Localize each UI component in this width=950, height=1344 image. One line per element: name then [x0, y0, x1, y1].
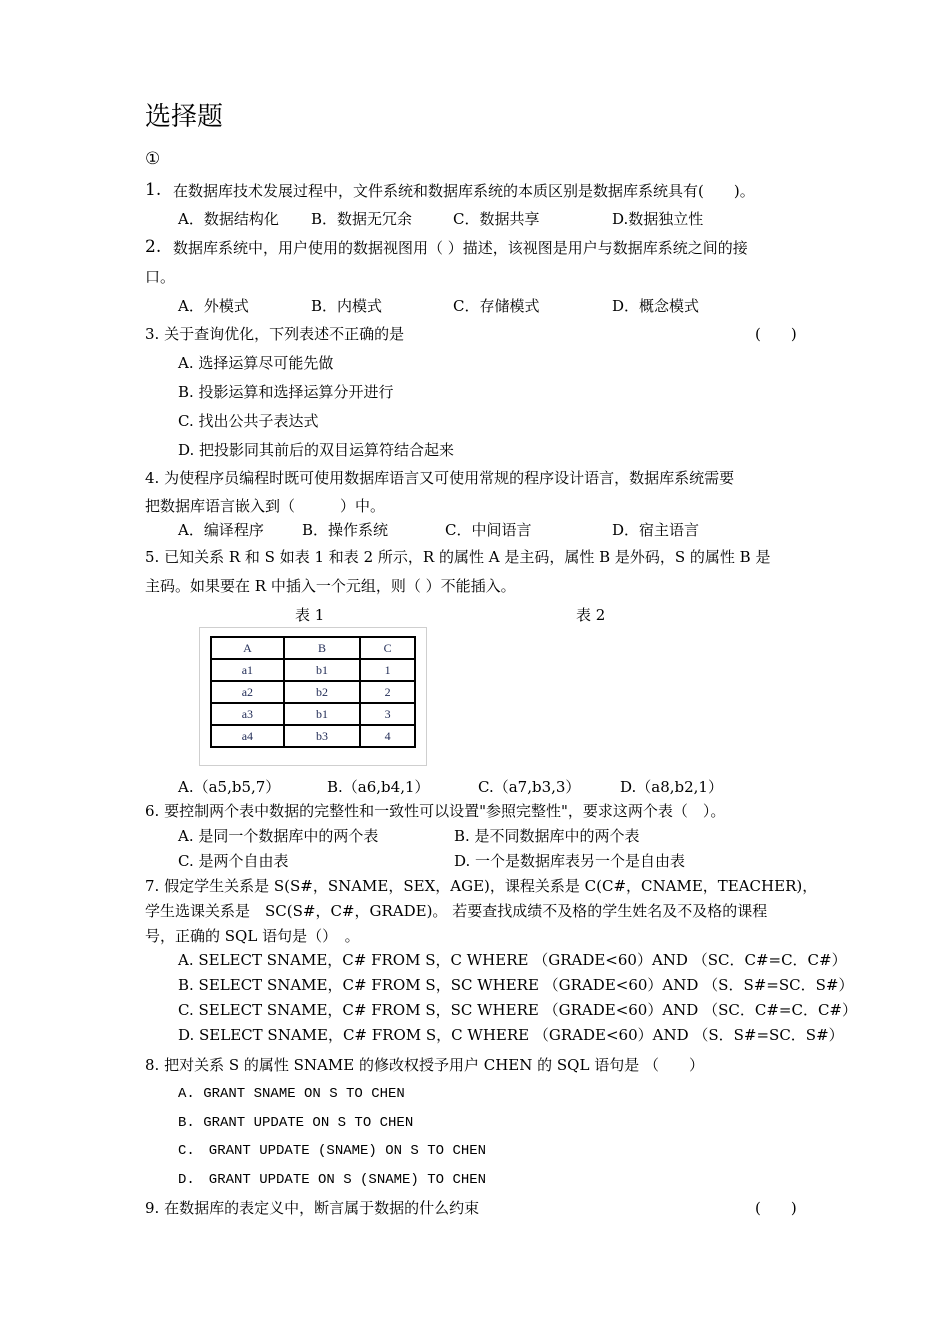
q6-text: 6. 要控制两个表中数据的完整性和一致性可以设置"参照完整性"，要求这两个表（ ）。: [145, 802, 726, 820]
relation-table: [210, 636, 416, 748]
table-cell: b1: [284, 659, 360, 681]
table-cell: 3: [360, 703, 415, 725]
q2-option-d: D．概念模式: [612, 297, 700, 315]
q2-number: 2.: [145, 237, 162, 257]
q5-option-d: D.（a8,b2,1）: [620, 778, 723, 796]
relation-table-image: [199, 627, 427, 766]
table-header-cell: C: [360, 637, 415, 659]
q5-text-line2: 主码。如果要在 R 中插入一个元组，则（ ）不能插入。: [145, 577, 516, 595]
q1-option-a: A．数据结构化: [178, 210, 279, 228]
q3-option-b: B. 投影运算和选择运算分开进行: [178, 383, 394, 401]
q7-text-line3: 号，正确的 SQL 语句是（） 。: [145, 927, 360, 945]
q7-option-c: C. SELECT SNAME，C# FROM S，SC WHERE （GRADE<60）AND （SC．C#=C．C#）: [178, 1001, 857, 1019]
table-cell: a4: [211, 725, 284, 747]
table-cell: a1: [211, 659, 284, 681]
table-cell: a2: [211, 681, 284, 703]
q9-blank: ( ): [755, 1199, 797, 1217]
q8-text: 8. 把对关系 S 的属性 SNAME 的修改权授予用户 CHEN 的 SQL 语句是 （ ）: [145, 1056, 704, 1074]
table-cell: a3: [211, 703, 284, 725]
table-header-cell: B: [284, 637, 360, 659]
table-cell: 1: [360, 659, 415, 681]
q4-option-d: D．宿主语言: [612, 521, 700, 539]
q5-option-b: B.（a6,b4,1）: [327, 778, 430, 796]
q8-option-d: D. GRANT UPDATE ON S (SNAME) TO CHEN: [178, 1172, 487, 1188]
q4-text-line1: 4. 为使程序员编程时既可使用数据库语言又可使用常规的程序设计语言，数据库系统需要: [145, 469, 735, 487]
q7-option-d: D. SELECT SNAME，C# FROM S，C WHERE （GRADE<60）AND （S．S#=SC．S#）: [178, 1026, 844, 1044]
q1-text: 在数据库技术发展过程中，文件系统和数据库系统的本质区别是数据库系统具有( )。: [173, 182, 755, 200]
q6-option-c: C. 是两个自由表: [178, 852, 289, 870]
q4-option-c: C．中间语言: [445, 521, 532, 539]
q1-number: 1.: [145, 180, 162, 200]
table-cell: 4: [360, 725, 415, 747]
table-row: [211, 681, 415, 703]
q7-option-b: B. SELECT SNAME，C# FROM S，SC WHERE （GRADE<60）AND （S．S#=SC．S#）: [178, 976, 854, 994]
q6-option-a: A. 是同一个数据库中的两个表: [178, 827, 379, 845]
q9-text: 9. 在数据库的表定义中，断言属于数据的什么约束: [145, 1199, 480, 1217]
q2-text-line1: 数据库系统中，用户使用的数据视图用（ ）描述，该视图是用户与数据库系统之间的接: [173, 239, 748, 257]
q3-blank: ( ): [755, 325, 797, 343]
q6-option-d: D. 一个是数据库表另一个是自由表: [454, 852, 686, 870]
table-header-cell: A: [211, 637, 284, 659]
q8-option-a: A. GRANT SNAME ON S TO CHEN: [178, 1086, 405, 1102]
q4-option-a: A．编译程序: [178, 521, 264, 539]
table-row: [211, 725, 415, 747]
q5-option-a: A.（a5,b5,7）: [178, 778, 281, 796]
q7-text-line1: 7. 假定学生关系是 S(S#，SNAME，SEX，AGE)，课程关系是 C(C#，CNAME，TEACHER)，: [145, 877, 818, 895]
table-cell: b1: [284, 703, 360, 725]
q3-text: 3. 关于查询优化，下列表述不正确的是: [145, 325, 405, 343]
q1-option-d: D.数据独立性: [612, 210, 704, 228]
q2-option-c: C．存储模式: [453, 297, 540, 315]
q3-option-a: A. 选择运算尽可能先做: [178, 354, 334, 372]
q2-option-a: A．外模式: [178, 297, 249, 315]
q1-option-b: B．数据无冗余: [311, 210, 413, 228]
q7-option-a: A. SELECT SNAME，C# FROM S，C WHERE （GRADE<60）AND （SC．C#=C．C#）: [178, 951, 847, 969]
table1-label: 表 1: [295, 606, 325, 624]
q6-option-b: B. 是不同数据库中的两个表: [454, 827, 640, 845]
q5-option-c: C.（a7,b3,3）: [478, 778, 581, 796]
table-cell: b2: [284, 681, 360, 703]
q5-text-line1: 5. 已知关系 R 和 S 如表 1 和表 2 所示，R 的属性 A 是主码，属性 B 是外码，S 的属性 B 是: [145, 548, 771, 566]
q8-option-b: B. GRANT UPDATE ON S TO CHEN: [178, 1115, 414, 1131]
section-marker: ①: [145, 149, 161, 169]
table-cell: 2: [360, 681, 415, 703]
table2-label: 表 2: [576, 606, 606, 624]
q2-option-b: B．内模式: [311, 297, 383, 315]
page-title: 选择题: [145, 102, 224, 132]
q1-option-c: C．数据共享: [453, 210, 540, 228]
q3-option-d: D. 把投影同其前后的双目运算符结合起来: [178, 441, 455, 459]
q4-option-b: B．操作系统: [302, 521, 389, 539]
q3-option-c: C. 找出公共子表达式: [178, 412, 319, 430]
table-row: [211, 659, 415, 681]
q2-text-line2: 口。: [145, 268, 176, 286]
table-cell: b3: [284, 725, 360, 747]
q8-option-c: C. GRANT UPDATE (SNAME) ON S TO CHEN: [178, 1143, 487, 1159]
q4-text-line2: 把数据库语言嵌入到（ ）中。: [145, 497, 386, 515]
table-row: [211, 703, 415, 725]
q7-text-line2: 学生选课关系是 SC(S#，C#，GRADE)。 若要查找成绩不及格的学生姓名及不及格的课程: [145, 902, 768, 920]
table-header-row: [211, 637, 415, 659]
